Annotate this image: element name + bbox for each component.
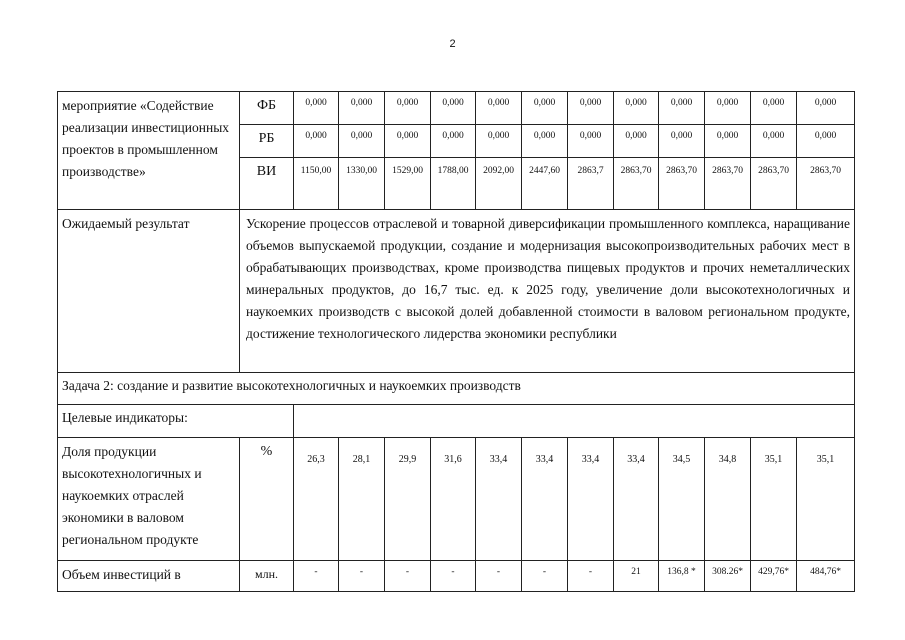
value-cell: 33,4: [522, 438, 568, 561]
value-cell: 0,000: [568, 92, 614, 125]
table-row-fb: [58, 92, 855, 125]
value-cell: 0,000: [522, 92, 568, 125]
value-cell: -: [476, 561, 522, 592]
value-cell: 1150,00: [294, 158, 339, 210]
value-cell: 0,000: [522, 125, 568, 158]
value-cell: -: [431, 561, 476, 592]
table-row-expected: [58, 210, 855, 373]
investment-label: Объем инвестиций в: [58, 561, 240, 592]
page-number: 2: [449, 38, 456, 50]
value-cell: 2863,70: [797, 158, 855, 210]
value-cell: 1529,00: [385, 158, 431, 210]
task-title: Задача 2: создание и развитие высокотехнологичных и наукоемких производств: [58, 373, 855, 405]
value-cell: 21: [614, 561, 659, 592]
value-cell: 0,000: [476, 125, 522, 158]
unit-cell: млн.: [240, 561, 294, 592]
value-cell: 33,4: [614, 438, 659, 561]
value-cell: 33,4: [568, 438, 614, 561]
unit-cell: ФБ: [240, 92, 294, 125]
table-row-indicators: [58, 405, 855, 438]
value-cell: 0,000: [431, 92, 476, 125]
value-cell: 2863,70: [614, 158, 659, 210]
value-cell: 429,76*: [751, 561, 797, 592]
value-cell: 0,000: [705, 92, 751, 125]
value-cell: 29,9: [385, 438, 431, 561]
value-cell: 0,000: [431, 125, 476, 158]
value-cell: 1788,00: [431, 158, 476, 210]
value-cell: -: [339, 561, 385, 592]
value-cell: 0,000: [751, 92, 797, 125]
value-cell: 136,8 *: [659, 561, 705, 592]
expected-text: Ускорение процессов отраслевой и товарной диверсификации промышленного комплекса, наращивание объемов выпускаемой продукции, создание и модернизация высокопроизводительных рабочих мест в обрабатывающих производствах, кроме производства пищевых продуктов и прочих неметаллических минеральных продуктов, до 16,7 тыс. ед. к 2025 году, увеличение доли высокотехнологичных и наукоемких производств с высокой долей добавленной стоимости в валовом региональном продукте, достижение технологического лидерства экономики республики: [240, 210, 855, 373]
value-cell: 484,76*: [797, 561, 855, 592]
value-cell: 0,000: [294, 125, 339, 158]
value-cell: -: [568, 561, 614, 592]
value-cell: 0,000: [568, 125, 614, 158]
value-cell: 35,1: [797, 438, 855, 561]
value-cell: 0,000: [659, 125, 705, 158]
value-cell: 1330,00: [339, 158, 385, 210]
value-cell: 0,000: [385, 125, 431, 158]
value-cell: 2863,7: [568, 158, 614, 210]
value-cell: 0,000: [797, 125, 855, 158]
value-cell: -: [294, 561, 339, 592]
value-cell: 26,3: [294, 438, 339, 561]
value-cell: 0,000: [614, 92, 659, 125]
value-cell: -: [385, 561, 431, 592]
value-cell: 308.26*: [705, 561, 751, 592]
value-cell: 2863,70: [705, 158, 751, 210]
value-cell: -: [522, 561, 568, 592]
share-label: Доля продукции высокотехнологичных и наукоемких отраслей экономики в валовом региональном продукте: [58, 438, 240, 561]
value-cell: 0,000: [751, 125, 797, 158]
value-cell: 28,1: [339, 438, 385, 561]
value-cell: 0,000: [705, 125, 751, 158]
value-cell: 33,4: [476, 438, 522, 561]
value-cell: 0,000: [476, 92, 522, 125]
table-row-task: [58, 373, 855, 405]
value-cell: 34,5: [659, 438, 705, 561]
value-cell: 0,000: [294, 92, 339, 125]
value-cell: 0,000: [385, 92, 431, 125]
value-cell: 0,000: [339, 92, 385, 125]
expected-label: Ожидаемый результат: [58, 210, 240, 373]
value-cell: 2447,60: [522, 158, 568, 210]
table-row-share: [58, 438, 855, 561]
value-cell: 2863,70: [659, 158, 705, 210]
unit-cell: РБ: [240, 125, 294, 158]
value-cell: 2863,70: [751, 158, 797, 210]
table-row-investment: [58, 561, 855, 592]
value-cell: 2092,00: [476, 158, 522, 210]
value-cell: 31,6: [431, 438, 476, 561]
unit-cell: %: [240, 438, 294, 561]
value-cell: 0,000: [339, 125, 385, 158]
value-cell: 34,8: [705, 438, 751, 561]
value-cell: 0,000: [797, 92, 855, 125]
value-cell: 0,000: [659, 92, 705, 125]
unit-cell: ВИ: [240, 158, 294, 210]
value-cell: 35,1: [751, 438, 797, 561]
value-cell: 0,000: [614, 125, 659, 158]
measure-label: мероприятие «Содействие реализации инвестиционных проектов в промышленном производстве»: [58, 92, 240, 210]
program-table: [57, 91, 855, 592]
empty-cell: [294, 405, 855, 438]
indicators-label: Целевые индикаторы:: [58, 405, 294, 438]
